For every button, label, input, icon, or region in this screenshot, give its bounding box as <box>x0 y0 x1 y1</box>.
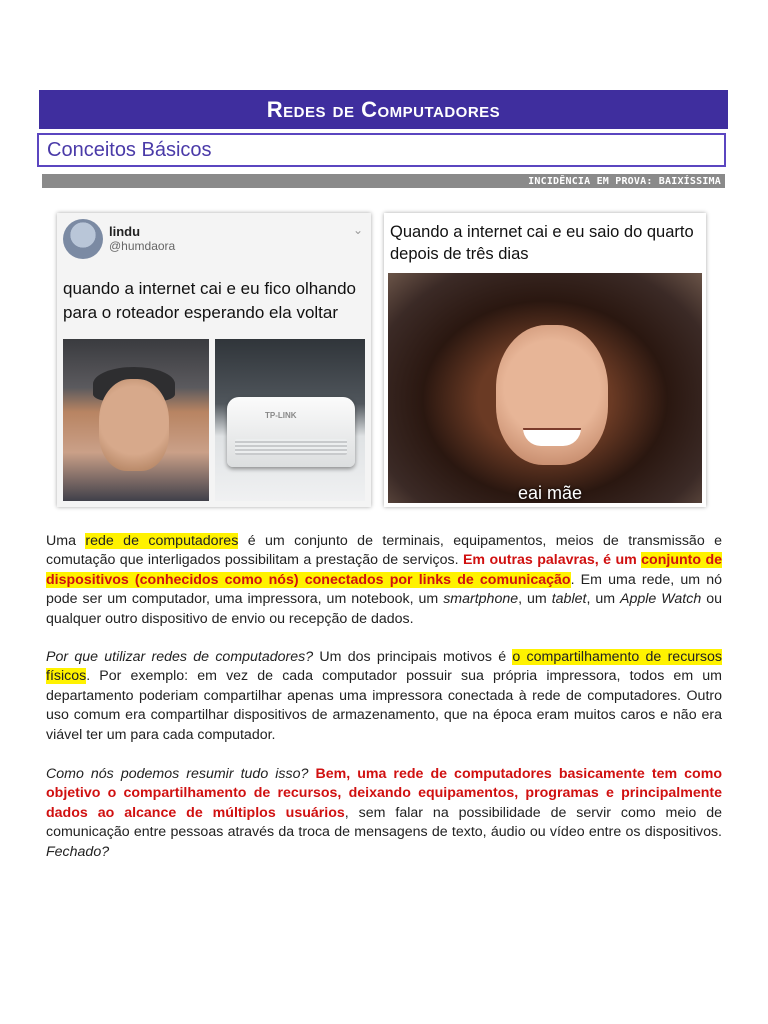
p2-question: Por que utilizar redes de computadores? <box>46 649 314 665</box>
paragraph-summary <box>46 765 722 862</box>
router-body <box>227 397 355 467</box>
p1-italic: Apple Watch <box>620 591 702 608</box>
p1-text: Uma <box>46 533 86 549</box>
incidence-label: INCIDÊNCIA EM PROVA: BAIXÍSSIMA <box>528 175 721 187</box>
section-subtitle <box>37 133 726 167</box>
p3-closing: Fechado? <box>46 843 110 860</box>
tweet-header <box>63 219 175 259</box>
meme-tweet-image <box>57 213 371 507</box>
meme-bottom-caption: eai mãe <box>518 483 583 503</box>
tweet-text: quando a internet cai e eu fico olhando para o roteador esperando ela voltar <box>63 279 357 322</box>
meme-caption-text: Quando a internet cai e eu saio do quarto depois de três dias <box>390 223 694 263</box>
p1-emphasis: Em outras palavras, é um <box>462 552 642 569</box>
p1-highlight-term: rede de computadores <box>85 533 239 549</box>
p1-text: é um conjunto de terminais, equipamentos, meios de transmissão e comutação que interligados possibilitam a prestação de serviços. <box>46 533 723 569</box>
man-photo <box>63 339 209 501</box>
p2-text: . Por exemplo: em vez de cada computador possuir sua própria impressora, todos em um departamento poderiam compartilhar apenas uma impressora conectada à rede de computadores. Outro uso comum era compartilhar dispositivos de armazenamento, que na época eram muitos caros e não era viável ter um para cada computador. <box>46 668 722 743</box>
p1-text: . Em uma rede, um nó pode ser um computador, uma impressora, um notebook, um <box>46 571 722 608</box>
incidence-bar <box>42 174 725 188</box>
girl-smile <box>523 428 581 446</box>
paragraph-definition <box>46 532 722 629</box>
page-title <box>39 90 728 129</box>
router-photo <box>215 339 365 501</box>
tweet-author-handle: @humdaora <box>109 239 176 253</box>
router-vents <box>235 439 347 455</box>
girl-photo <box>388 273 702 503</box>
p2-highlight-term: o compartilhamento de recursos físicos <box>46 649 722 685</box>
p1-italic: tablet <box>551 591 587 608</box>
p1-text: , um <box>586 591 621 608</box>
p1-emphasis-highlight: conjunto de dispositivos (conhecidos como nós) conectados por links de comunicação <box>46 552 723 588</box>
tweet-author-name: lindu <box>109 224 141 239</box>
meme-girl-image <box>384 213 706 507</box>
p1-italic: smartphone <box>443 591 519 608</box>
router-logo: TP-LINK <box>265 411 297 420</box>
page-title-text: Redes de Computadores <box>266 96 501 122</box>
avatar <box>63 219 103 259</box>
p3-emphasis: Bem, uma rede de computadores basicamente tem como objetivo o compartilhamento de recursos, deixando equipamentos, programas e principalmente dados ao alcance de múltiplos usuários <box>46 766 722 821</box>
p2-text: Um dos principais motivos é <box>313 649 513 665</box>
section-subtitle-text: Conceitos Básicos <box>47 138 212 161</box>
p3-question: Como nós podemos resumir tudo isso? <box>46 766 309 782</box>
p1-text: ou qualquer outro dispositivo de envio ou recepção de dados. <box>46 591 722 627</box>
tweet-names <box>109 224 175 254</box>
p1-text: , um <box>518 591 552 608</box>
chevron-down-icon: ⌄ <box>352 223 363 237</box>
man-face <box>99 379 169 471</box>
paragraph-why <box>46 648 722 745</box>
p3-text: , sem falar na possibilidade de servir como meio de comunicação entre pessoas através da troca de mensagens de texto, áudio ou vídeo entre os dispositivos. <box>46 804 722 841</box>
